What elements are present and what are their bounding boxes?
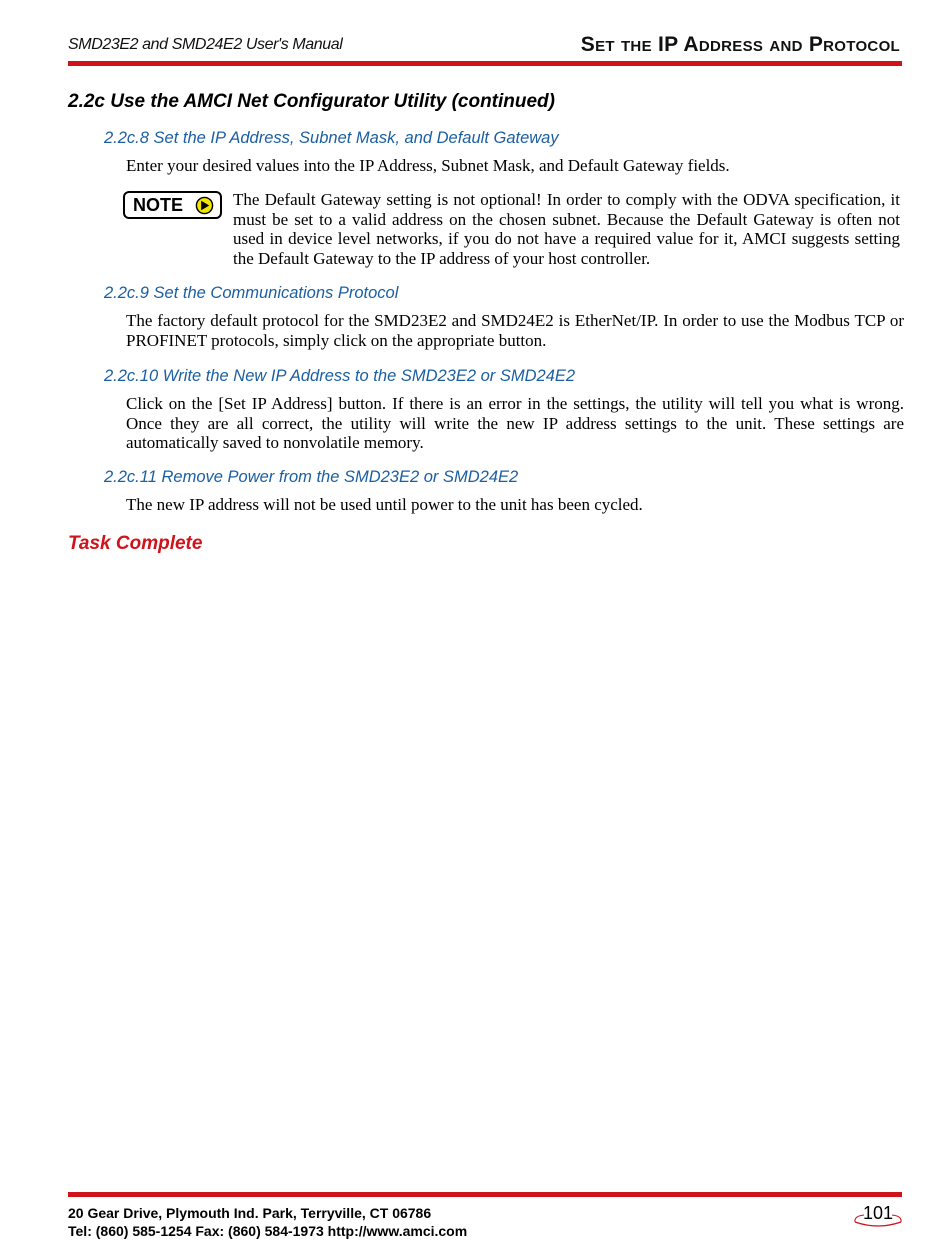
subsection-body-remove-power: The new IP address will not be used until power to the unit has been cycled.	[126, 495, 643, 514]
footer-divider	[68, 1192, 902, 1197]
subsection-body-ip-subnet-gateway: Enter your desired values into the IP Address, Subnet Mask, and Default Gateway fields.	[126, 156, 730, 175]
subsection-body-write-ip-address: Click on the [Set IP Address] button. If there is an error in the settings, the utility will tell you what is wrong. Once they are all correct, the utility will write the new IP address settings to the unit. These settings are automatically saved to nonvolatile memory.	[126, 394, 904, 452]
footer-address-line: 20 Gear Drive, Plymouth Ind. Park, Terryville, CT 06786	[68, 1205, 432, 1221]
note-text: The Default Gateway setting is not optional! In order to comply with the ODVA specification, it must be set to a valid address on the chosen subnet. Because the Default Gateway is often not used in device level networks, if you do not have a required value for it, AMCI suggests setting the Default Gateway to the IP address of your host controller.	[233, 190, 900, 268]
note-badge	[123, 191, 222, 219]
subsection-heading-ip-subnet-gateway: 2.2c.8 Set the IP Address, Subnet Mask, and Default Gateway	[104, 129, 559, 147]
subsection-body-communications-protocol: The factory default protocol for the SMD23E2 and SMD24E2 is EtherNet/IP. In order to use the Modbus TCP or PROFINET protocols, simply click on the appropriate button.	[126, 311, 904, 350]
header-divider	[68, 61, 902, 66]
footer-contact-line: Tel: (860) 585-1254 Fax: (860) 584-1973 http://www.amci.com	[68, 1223, 468, 1239]
manual-title: SMD23E2 and SMD24E2 User's Manual	[68, 36, 343, 53]
task-complete-label: Task Complete	[68, 533, 203, 554]
subsection-heading-communications-protocol: 2.2c.9 Set the Communications Protocol	[104, 284, 399, 302]
page-number: 101	[862, 1203, 894, 1223]
section-title: 2.2c Use the AMCI Net Configurator Utility (continued)	[68, 91, 555, 112]
footer-contact	[68, 1204, 467, 1240]
arrow-right-icon	[195, 196, 214, 215]
chapter-title: Set the IP Address and Protocol	[580, 33, 900, 56]
note-label: NOTE	[133, 194, 184, 215]
subsection-heading-write-ip-address: 2.2c.10 Write the New IP Address to the SMD23E2 or SMD24E2	[104, 367, 576, 385]
subsection-heading-remove-power: 2.2c.11 Remove Power from the SMD23E2 or SMD24E2	[104, 468, 519, 486]
